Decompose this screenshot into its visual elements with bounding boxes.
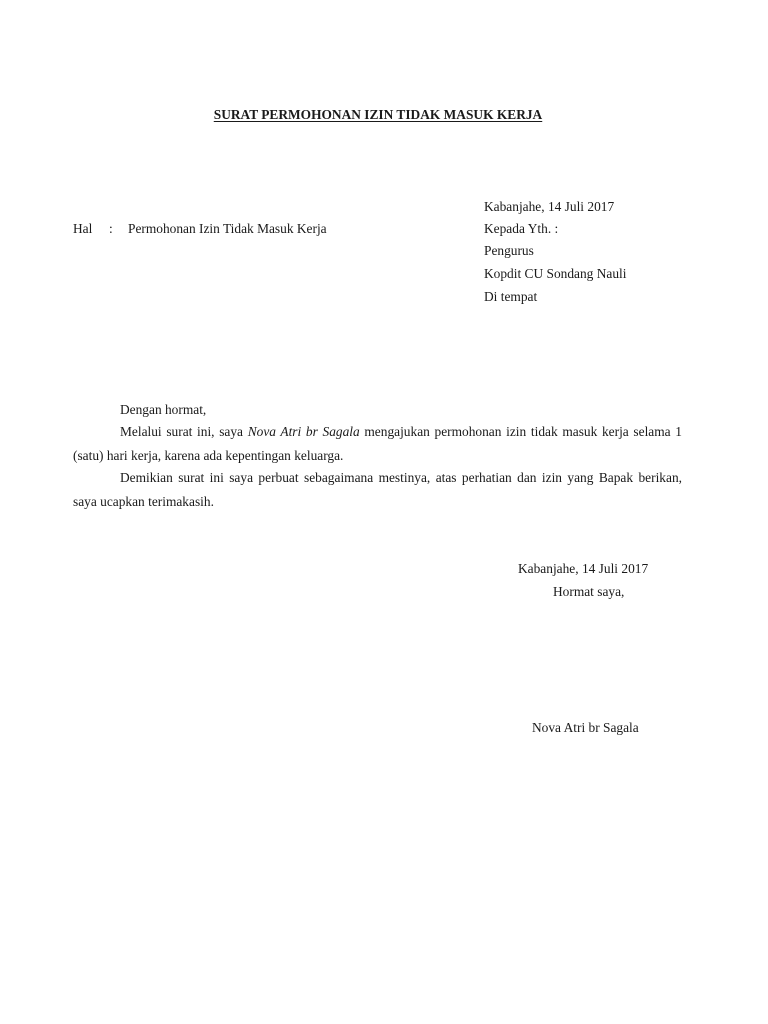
subject-value: Permohonan Izin Tidak Masuk Kerja [128, 221, 327, 236]
letter-place-date: Kabanjahe, 14 Juli 2017 [484, 199, 615, 214]
letter-title: SURAT PERMOHONAN IZIN TIDAK MASUK KERJA [213, 107, 543, 122]
greeting: Dengan hormat, [120, 402, 207, 417]
paragraph-1-rest: mengajukan permohonan izin tidak masuk kerja selama 1 (satu) hari kerja, karena ada kepentingan keluarga. [73, 424, 682, 463]
closing-salutation: Hormat saya, [553, 584, 625, 599]
recipient-line-1: Kepada Yth. : [484, 221, 559, 236]
recipient-line-3: Kopdit CU Sondang Nauli [484, 266, 627, 281]
paragraph-2-text: Demikian surat ini saya perbuat sebagaimana mestinya, atas perhatian dan izin yang Bapak berikan, saya ucapkan terimakasih. [73, 470, 682, 509]
subject-label: Hal [73, 221, 93, 236]
body-paragraph-1 [73, 420, 682, 467]
applicant-name: Nova Atri br Sagala [247, 424, 360, 439]
body-paragraph-2 [73, 466, 682, 513]
recipient-line-2: Pengurus [484, 243, 534, 258]
signer-name: Nova Atri br Sagala [532, 720, 639, 735]
recipient-line-4: Di tempat [484, 289, 538, 304]
closing-place-date: Kabanjahe, 14 Juli 2017 [518, 561, 649, 576]
subject-separator: : [109, 221, 113, 236]
paragraph-1-intro: Melalui surat ini, saya [120, 424, 248, 439]
